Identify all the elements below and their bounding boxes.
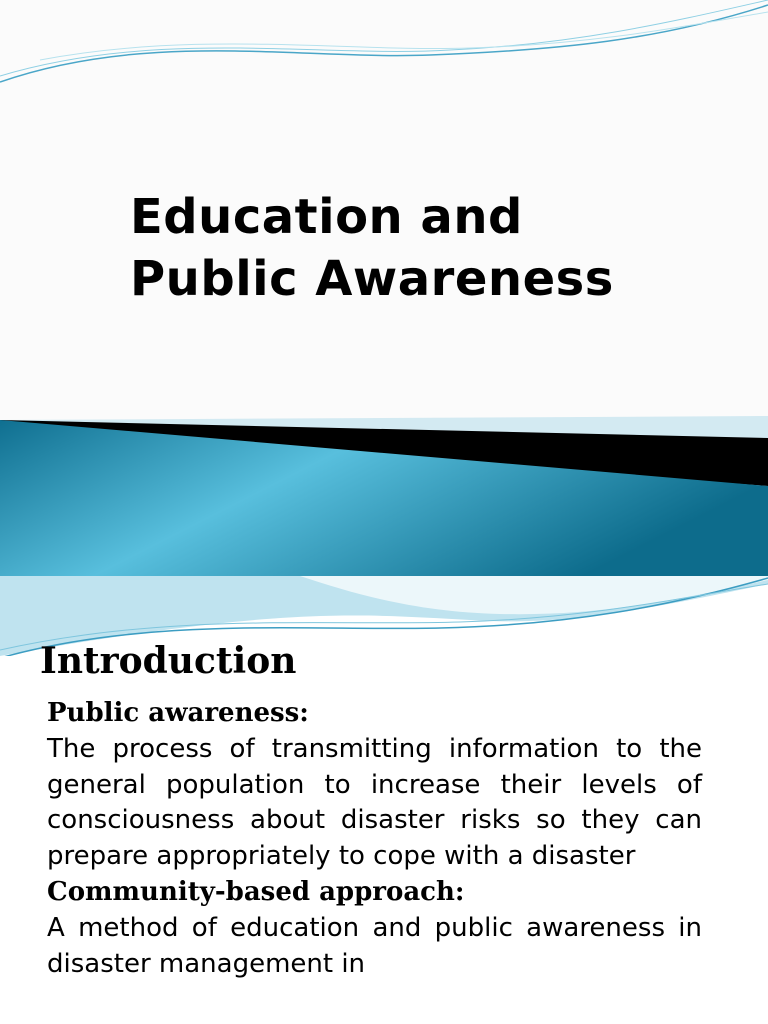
slide-title: Introduction (40, 640, 297, 682)
section-text: A method of education and public awareness in disaster management in (47, 912, 702, 979)
section-heading: Community-based approach: (47, 876, 465, 907)
slide-title-line-1: Education and (130, 189, 523, 245)
slide-body (47, 696, 702, 982)
section-heading: Public awareness: (47, 698, 309, 728)
slide-title-line-2: Public Awareness (130, 251, 614, 307)
content-slide (0, 576, 768, 1024)
wave-line-top-2 (0, 0, 768, 76)
section-text: The process of transmitting information to the general population to increase their levels of consciousness about disaster risks so they can prepare appropriately to cope with a disaster (47, 733, 702, 872)
slide-title (130, 186, 614, 310)
wave-line-top (0, 5, 768, 82)
